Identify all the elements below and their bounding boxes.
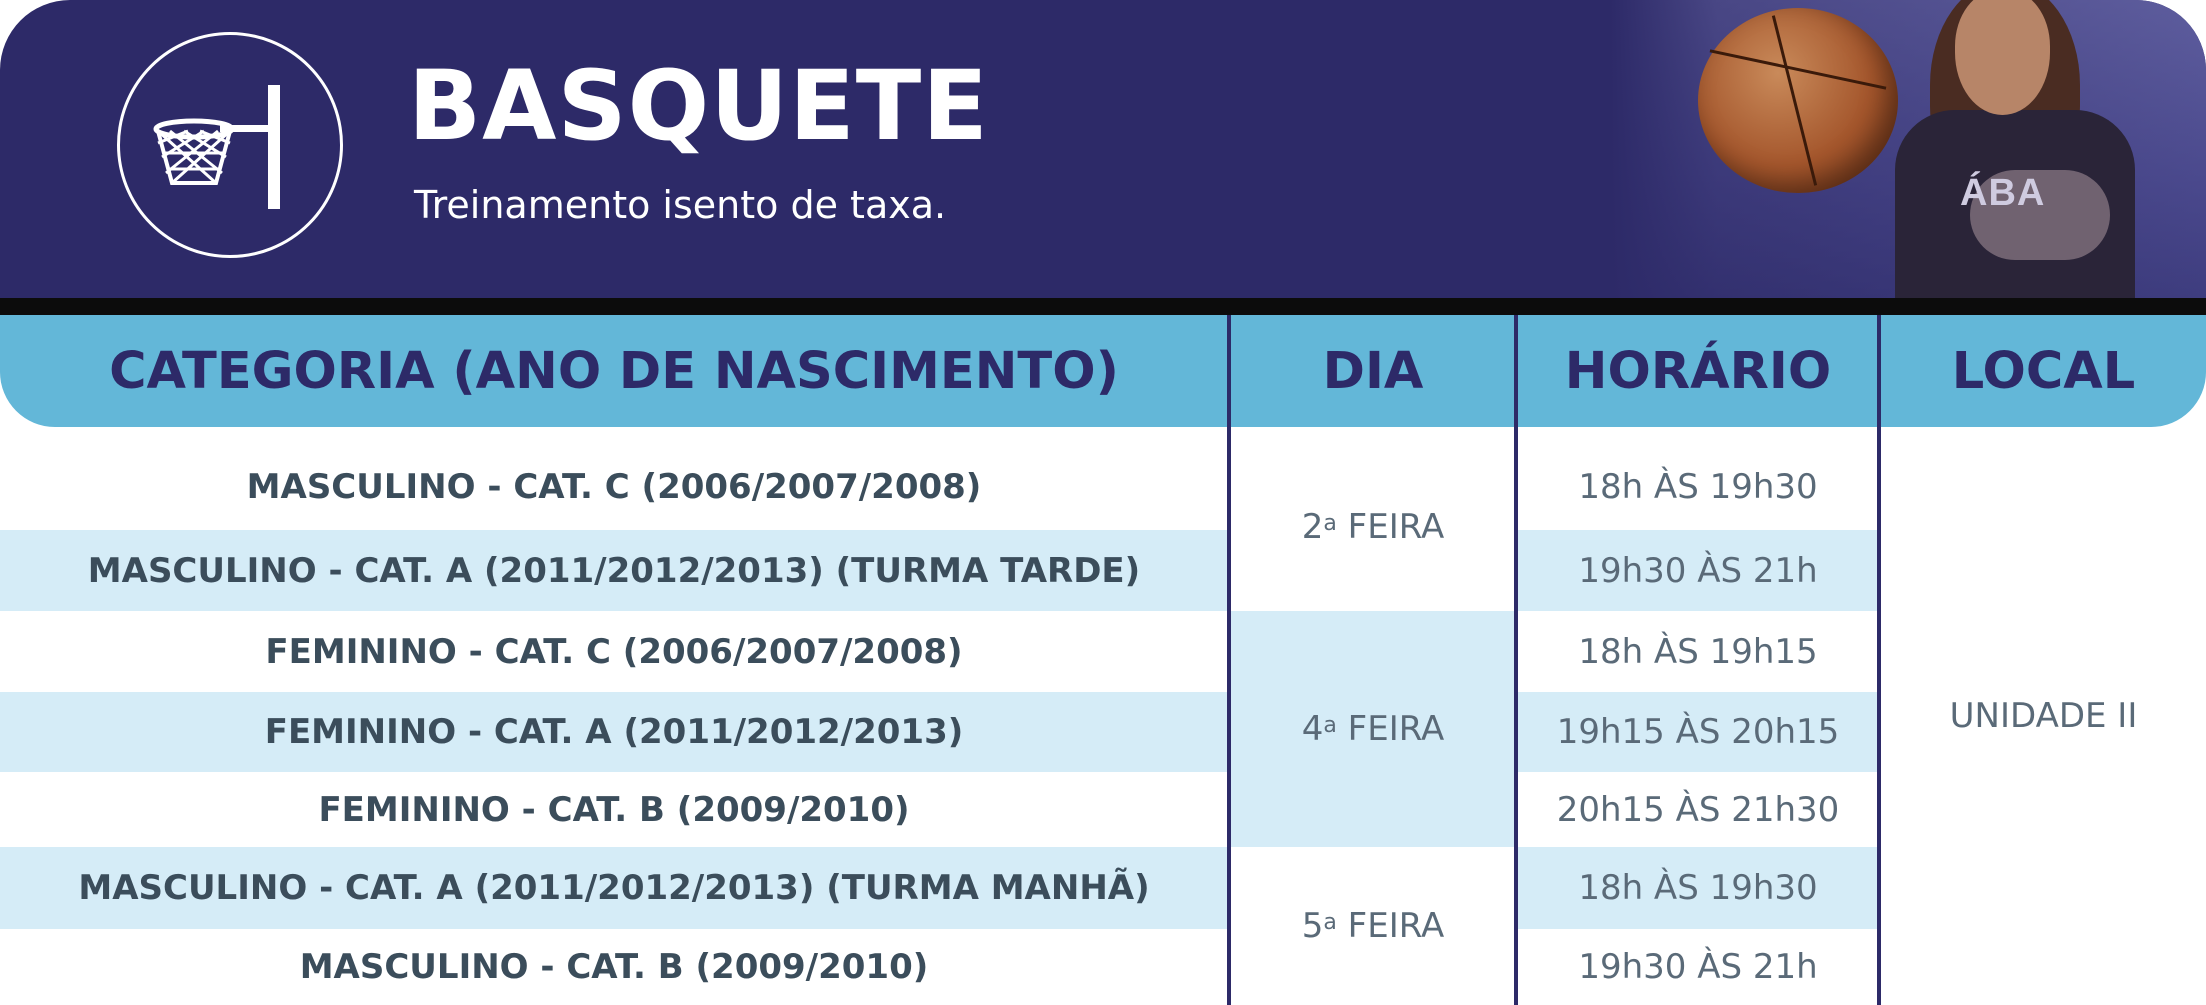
time-cell: 20h15 ÀS 21h30: [1556, 789, 1840, 830]
column-header-horario: HORÁRIO: [1564, 341, 1832, 401]
page-subtitle: Treinamento isento de taxa.: [414, 183, 947, 227]
day-label: FEIRA: [1347, 906, 1445, 946]
day-number: 5: [1301, 906, 1324, 946]
column-header-categoria: CATEGORIA (ANO DE NASCIMENTO): [109, 341, 1119, 401]
local-cell: UNIDADE II: [1949, 696, 2138, 736]
schedule-table: [0, 315, 2206, 1005]
time-cell: 18h ÀS 19h30: [1578, 868, 1818, 908]
time-cell: 19h15 ÀS 20h15: [1556, 712, 1840, 752]
day-cell: [1231, 443, 1515, 611]
day-ordinal: a: [1323, 712, 1337, 738]
day-label: FEIRA: [1347, 507, 1445, 547]
day-ordinal: a: [1323, 510, 1337, 536]
header-banner: [0, 0, 2206, 298]
time-cell: 18h ÀS 19h30: [1578, 466, 1818, 507]
athlete-photo: [1610, 0, 2206, 298]
category-cell: FEMININO - CAT. B (2009/2010): [318, 789, 910, 830]
header-divider: [0, 298, 2206, 315]
time-cell: 18h ÀS 19h15: [1578, 631, 1818, 672]
page-title: BASQUETE: [408, 50, 989, 162]
column-header-local: LOCAL: [1951, 341, 2136, 401]
day-number: 2: [1301, 507, 1324, 547]
basketball-image: [1698, 8, 1898, 193]
category-cell: MASCULINO - CAT. B (2009/2010): [299, 947, 929, 987]
shirt-text: ÁBA: [1960, 172, 2046, 214]
girl-figure: [1910, 0, 2150, 298]
category-cell: FEMININO - CAT. A (2011/2012/2013): [264, 712, 964, 752]
category-cell: FEMININO - CAT. C (2006/2007/2008): [265, 631, 963, 672]
category-cell: MASCULINO - CAT. A (2011/2012/2013) (TURMA TARDE): [87, 550, 1141, 591]
day-cell: [1231, 611, 1515, 847]
basketball-hoop-icon: [117, 32, 343, 258]
day-ordinal: a: [1323, 909, 1337, 935]
category-cell: MASCULINO - CAT. A (2011/2012/2013) (TURMA MANHÃ): [78, 868, 1150, 908]
table-header: [0, 315, 2206, 427]
day-label: FEIRA: [1347, 709, 1445, 749]
column-header-dia: DIA: [1322, 341, 1424, 401]
time-cell: 19h30 ÀS 21h: [1578, 947, 1818, 987]
category-cell: MASCULINO - CAT. C (2006/2007/2008): [246, 466, 982, 507]
day-cell: [1231, 847, 1515, 1005]
time-cell: 19h30 ÀS 21h: [1578, 550, 1818, 591]
day-number: 4: [1301, 709, 1324, 749]
